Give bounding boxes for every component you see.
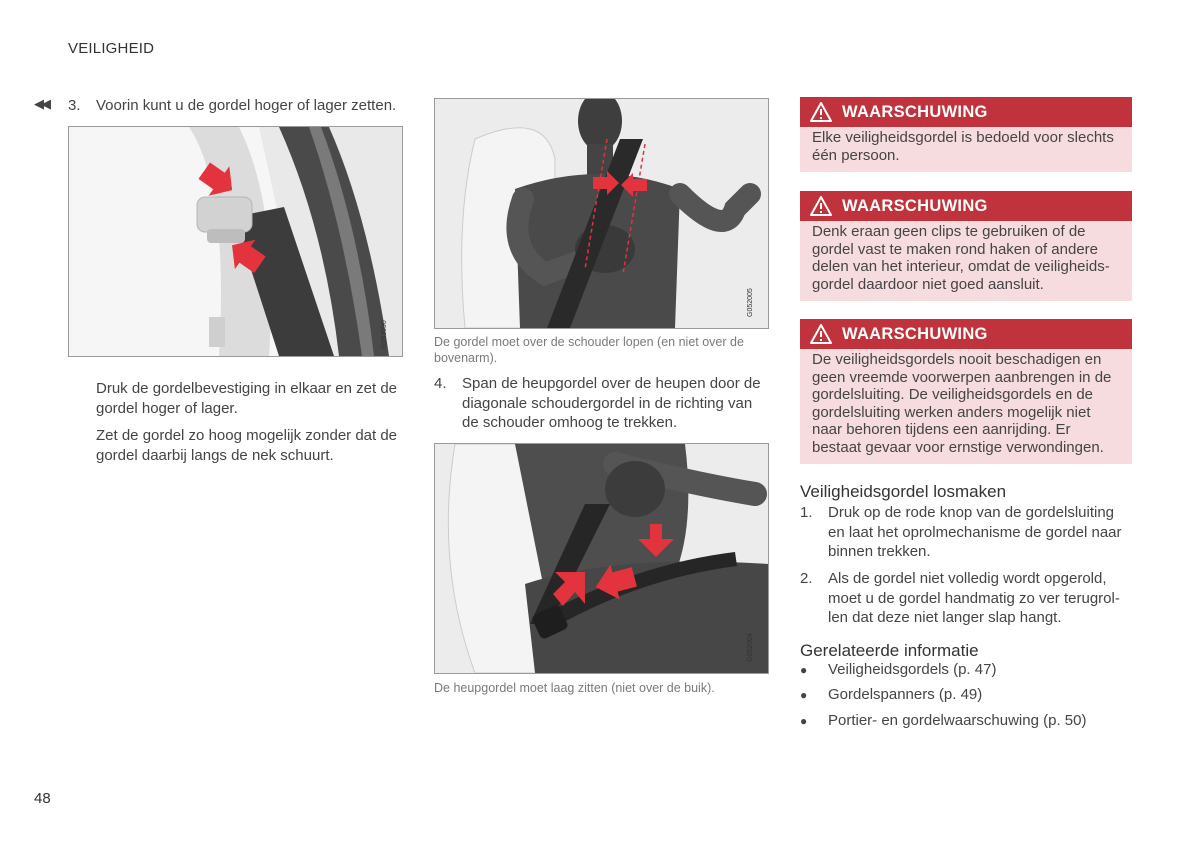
related-link-3[interactable]: [800, 712, 1086, 729]
double-left-arrow-icon: ◀◀: [34, 96, 48, 111]
caption-lap-belt: De heupgordel moet laag zitten (niet over de buik).: [434, 681, 715, 695]
warning-box-3: [800, 319, 1132, 464]
figure-code: G052004: [747, 633, 754, 662]
heading-related: Gerelateerde informatie: [800, 641, 979, 660]
related-link-text[interactable]: Veiligheidsgordels (p. 47): [828, 661, 997, 678]
figure-shoulder-belt: [434, 98, 769, 329]
warning-title: WAARSCHUWING: [842, 102, 988, 121]
step-4-number: 4.: [434, 375, 447, 392]
warning-header: [800, 319, 1132, 349]
warning-triangle-icon: [810, 324, 832, 344]
step-4-text: Span de heupgordel over de heupen door de diagonale schoudergordel in de richting van de schouder omhoog te trekken.: [462, 375, 761, 431]
warning-box-1: [800, 97, 1132, 172]
release-step-text: Druk op de rode knop van de gordelsluiting en laat het oprolmechanisme de gordel naar binnen trekken.: [828, 504, 1122, 560]
warning-header: [800, 97, 1132, 127]
page-number: 48: [34, 790, 51, 807]
related-link-2[interactable]: [800, 686, 982, 703]
warning-box-2: [800, 191, 1132, 301]
step-3-number: 3.: [68, 97, 81, 114]
heading-release: Veiligheidsgordel losmaken: [800, 482, 1007, 501]
warning-triangle-icon: [810, 196, 832, 216]
related-link-1[interactable]: [800, 661, 996, 678]
related-link-text[interactable]: Portier- en gordelwaarschuwing (p. 50): [828, 712, 1087, 729]
height-adjuster-illustration: [69, 127, 402, 356]
step-3-text: Voorin kunt u de gordel hoger of lager zetten.: [96, 97, 397, 114]
shoulder-belt-illustration: [435, 99, 768, 328]
figure-code: G053090: [381, 320, 388, 349]
bullet-icon: ●: [800, 662, 808, 677]
figure-lap-belt: [434, 443, 769, 674]
step-3: [68, 96, 408, 116]
related-link-text[interactable]: Gordelspanners (p. 49): [828, 686, 983, 703]
warning-title: WAARSCHUWING: [842, 324, 988, 343]
figure-height-adjuster: [68, 126, 403, 357]
warning-text: Denk eraan geen clips te gebruiken of de gordel vast te maken rond haken of andere delen van het interieur, omdat de veiligheidsgordel daardoor niet goed aansluit.: [812, 223, 1110, 293]
warning-title: WAARSCHUWING: [842, 196, 988, 215]
paragraph-height-advice: Zet de gordel zo hoog mogelijk zonder dat de gordel daarbij langs de nek schuurt.: [96, 427, 398, 464]
warning-triangle-icon: [810, 102, 832, 122]
bullet-icon: ●: [800, 713, 808, 728]
release-step-number: 2.: [800, 570, 813, 587]
release-step-number: 1.: [800, 504, 813, 521]
bullet-icon: ●: [800, 687, 808, 702]
warning-header: [800, 191, 1132, 221]
warning-text: De veiligheidsgordels nooit beschadigen en geen vreemde voorwerpen aanbrengen in de gordelsluiting. De veiligheidsgordels en de gordelsluiting werken anders mogelijk niet naar behoren tijdens een aanrijding. Er bestaat gevaar voor ernstige verwondingen.: [812, 351, 1112, 456]
release-step-text: Als de gordel niet volledig wordt opgerold, moet u de gordel handmatig zo ver terugrollen dat deze niet langer slap hangt.: [828, 570, 1120, 626]
release-step-2: [800, 569, 1130, 628]
warning-text: Elke veiligheidsgordel is bedoeld voor slechts één persoon.: [812, 129, 1114, 164]
section-title: VEILIGHEID: [68, 40, 155, 57]
release-step-1: [800, 503, 1130, 562]
lap-belt-illustration: [435, 444, 768, 673]
step-4: [434, 374, 768, 433]
caption-shoulder-belt: De gordel moet over de schouder lopen (en niet over de bovenarm).: [434, 335, 744, 365]
paragraph-press-adjuster: Druk de gordelbevestiging in elkaar en zet de gordel hoger of lager.: [96, 380, 398, 417]
figure-code: G052005: [747, 288, 754, 317]
